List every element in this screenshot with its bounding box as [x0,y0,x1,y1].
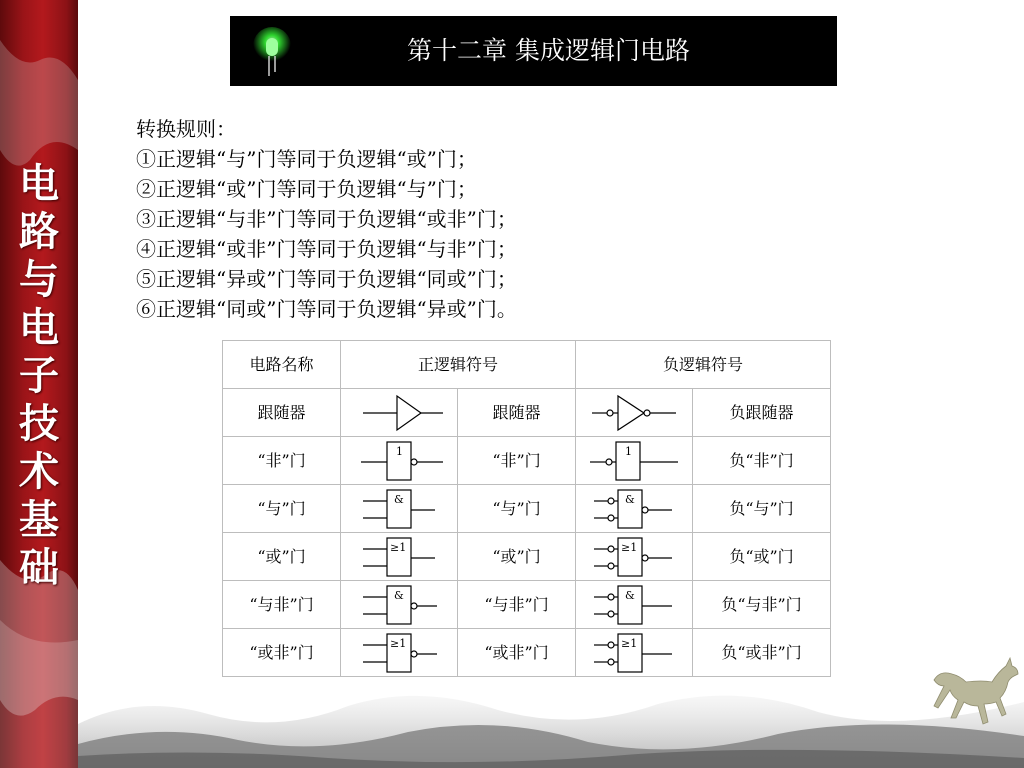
negative-buffer-symbol-icon [584,393,684,433]
negative-symbol-cell [576,485,693,533]
banner-title [0,160,78,592]
ink-landscape-decoration [78,684,1024,768]
banner-char: 术 [19,449,59,495]
row-name: “非”门 [223,437,341,485]
gate-symbol-text: 1 [396,444,403,458]
positive-label-cell: 跟随器 [458,389,576,437]
gate-symbol-text: 1 [625,444,632,458]
positive-label-cell: “非”门 [458,437,576,485]
rule-item: ①正逻辑“与”门等同于负逻辑“或”门； [136,147,477,171]
banner-char: 础 [19,545,59,591]
and-gate-symbol-icon [349,488,449,530]
table-header-row [223,341,831,389]
table-row [223,629,831,677]
nand-gate-symbol-icon [349,584,449,626]
rule-item: ⑤正逻辑“异或”门等同于负逻辑“同或”门； [136,267,517,291]
header-bar [230,16,837,86]
negative-symbol-cell [576,437,693,485]
or-gate-symbol-icon [349,536,449,578]
gate-symbol-text: ≥1 [621,540,638,554]
positive-symbol-cell [341,533,458,581]
positive-label-cell: “或”门 [458,533,576,581]
table-row [223,485,831,533]
negative-nor-gate-symbol-icon [584,632,684,674]
rule-item: ②正逻辑“或”门等同于负逻辑“与”门； [136,177,477,201]
positive-symbol-cell [341,389,458,437]
positive-label-cell: “与”门 [458,485,576,533]
banner-char: 子 [19,353,59,399]
rules-heading: 转换规则： [136,117,236,141]
nor-gate-symbol-icon [349,632,449,674]
rule-item: ③正逻辑“与非”门等同于负逻辑“或非”门； [136,207,517,231]
banner-char: 基 [19,497,59,543]
table-row [223,437,831,485]
header-negative-logic: 负逻辑符号 [576,341,831,389]
gate-symbol-text: & [394,588,404,602]
rule-item: ④正逻辑“或非”门等同于负逻辑“与非”门； [136,237,517,261]
positive-label-cell: “或非”门 [458,629,576,677]
positive-symbol-cell [341,485,458,533]
table-row [223,533,831,581]
banner-char: 电 [19,161,59,207]
gate-symbol-text: ≥1 [390,636,407,650]
green-led-icon [252,26,292,78]
table-row [223,581,831,629]
page-title: 第十二章 集成逻辑门电路 [407,36,690,65]
logic-symbol-table [222,340,831,677]
banner-char: 与 [19,257,59,303]
negative-symbol-cell [576,389,693,437]
row-name: 跟随器 [223,389,341,437]
row-name: “或”门 [223,533,341,581]
negative-symbol-cell [576,629,693,677]
left-banner [0,0,78,768]
gate-symbol-text: & [625,588,635,602]
banner-char: 技 [19,401,59,447]
gate-symbol-text: ≥1 [390,540,407,554]
negative-label-cell: 负“非”门 [693,437,831,485]
row-name: “或非”门 [223,629,341,677]
banner-char: 路 [19,209,59,255]
not-gate-symbol-icon [349,440,449,482]
banner-char: 电 [19,305,59,351]
row-name: “与”门 [223,485,341,533]
positive-symbol-cell [341,581,458,629]
conversion-rules [136,114,517,324]
gate-symbol-text: & [625,492,635,506]
negative-symbol-cell [576,533,693,581]
negative-label-cell: 负“或”门 [693,533,831,581]
buffer-symbol-icon [349,393,449,433]
negative-label-cell: 负“或非”门 [693,629,831,677]
negative-symbol-cell [576,581,693,629]
horse-icon [926,652,1022,734]
header-positive-logic: 正逻辑符号 [341,341,576,389]
negative-not-gate-symbol-icon [584,440,684,482]
negative-label-cell: 负跟随器 [693,389,831,437]
negative-or-gate-symbol-icon [584,536,684,578]
negative-label-cell: 负“与”门 [693,485,831,533]
negative-label-cell: 负“与非”门 [693,581,831,629]
table-row [223,389,831,437]
header-circuit-name: 电路名称 [223,341,341,389]
positive-symbol-cell [341,437,458,485]
positive-label-cell: “与非”门 [458,581,576,629]
negative-nand-gate-symbol-icon [584,584,684,626]
negative-and-gate-symbol-icon [584,488,684,530]
gate-symbol-text: ≥1 [621,636,638,650]
row-name: “与非”门 [223,581,341,629]
gate-symbol-text: & [394,492,404,506]
positive-symbol-cell [341,629,458,677]
rule-item: ⑥正逻辑“同或”门等同于负逻辑“异或”门。 [136,297,517,321]
